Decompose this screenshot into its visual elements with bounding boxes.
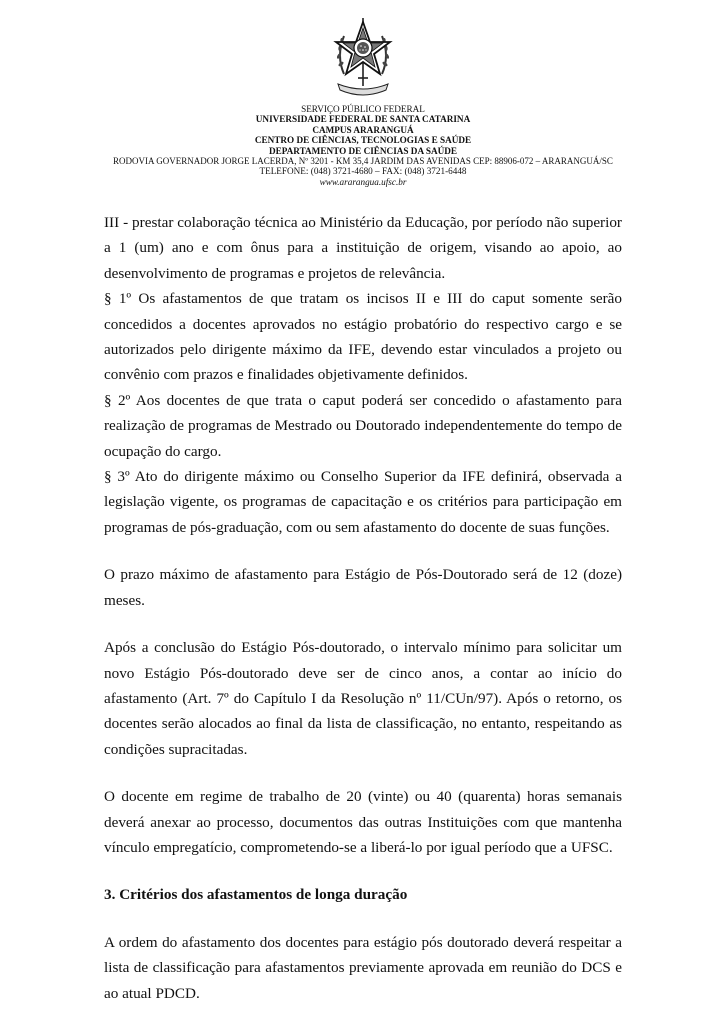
header-campus: CAMPUS ARARANGUÁ [312, 124, 414, 135]
header-address: RODOVIA GOVERNADOR JORGE LACERDA, Nº 3201 - KM 35,4 JARDIM DAS AVENIDAS CEP: 88906-072 – ARARANGUÁ/SC [113, 156, 613, 167]
header-university: UNIVERSIDADE FEDERAL DE SANTA CATARINA [255, 114, 471, 125]
header-center: CENTRO DE CIÊNCIAS, TECNOLOGIAS E SAÚDE [254, 135, 472, 146]
paragraph-max-term: O prazo máximo de afastamento para Estágio de Pós-Doutorado será de 12 (doze) meses. [104, 566, 622, 609]
document-body [104, 210, 622, 1006]
paragraph-3: § 3º Ato do dirigente máximo ou Conselho Superior da IFE definirá, observada a legislação vigente, os programas de capacitação e os critérios para participação em programas de pós-graduação, com ou sem afastamento do docente de suas funções. [104, 468, 622, 536]
coat-of-arms-icon [332, 12, 394, 100]
paragraph-1: § 1º Os afastamentos de que tratam os incisos II e III do caput somente serão concedidos a docentes aprovados no estágio probatório do respectivo cargo e se autorizados pelo dirigente máximo da IFE, devendo estar vinculados a projeto ou convênio com prazos e finalidades objetivamente definidos. [104, 290, 622, 384]
paragraph-2: § 2º Aos docentes de que trata o caput poderá ser concedido o afastamento para realização de programas de Mestrado ou Doutorado independentemente do tempo de ocupação do cargo. [104, 391, 622, 460]
paragraph-interval: Após a conclusão do Estágio Pós-doutorado, o intervalo mínimo para solicitar um novo Estágio Pós-doutorado deve ser de cinco anos, a contar ao início do afastamento (Art. 7º do Capítulo I da Resolução nº 11/CUn/97). Após o retorno, os docentes serão alocados ao final da lista de classificação, no entanto, respeitando as condições supracitadas. [104, 639, 622, 758]
letterhead [80, 104, 646, 187]
section-heading: 3. Critérios dos afastamentos de longa duração [104, 886, 408, 904]
header-department: DEPARTAMENTO DE CIÊNCIAS DA SAÚDE [268, 145, 458, 156]
paragraph-item-iii: III - prestar colaboração técnica ao Ministério da Educação, por período não superior a 1 (um) ano e com ônus para a instituição de origem, visando ao apoio, ao desenvolvimento de programas e projetos de relevância. [104, 214, 622, 282]
header-service: SERVIÇO PÚBLICO FEDERAL [301, 104, 425, 114]
paragraph-workload: O docente em regime de trabalho de 20 (vinte) ou 40 (quarenta) horas semanais deverá anexar ao processo, documentos das outras Instituições com que mantenha vínculo empregatício, comprometendo-se a liberá-lo por igual período que a UFSC. [104, 788, 622, 856]
header-phone: TELEFONE: (048) 3721-4680 – FAX: (048) 3721-6448 [259, 166, 467, 177]
header-website: www.ararangua.ufsc.br [319, 176, 407, 187]
paragraph-order: A ordem do afastamento dos docentes para estágio pós doutorado deverá respeitar a lista de classificação para afastamentos previamente aprovada em reunião do DCS e ao atual PDCD. [104, 933, 622, 1002]
